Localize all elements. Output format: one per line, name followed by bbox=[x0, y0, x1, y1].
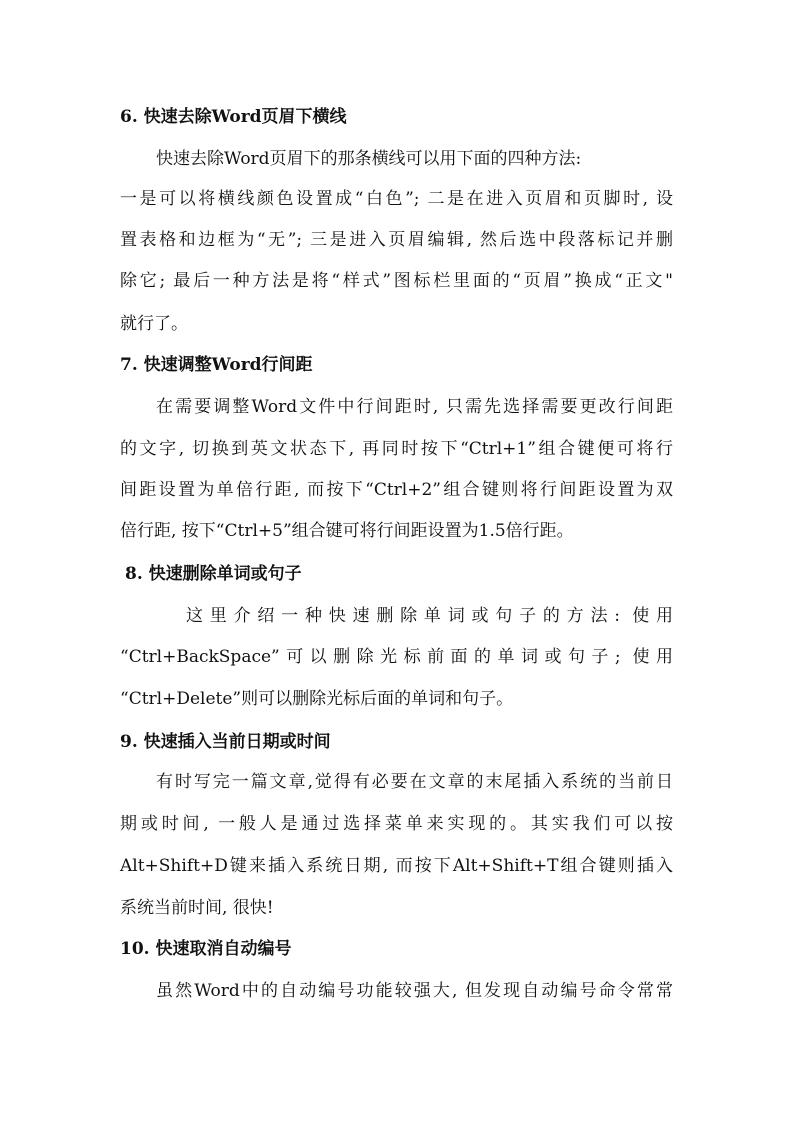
paragraph-line: 就行了。 bbox=[120, 314, 188, 334]
paragraph-line: 一是可以将横线颜色设置成“白色”; 二是在进入页眉和页脚时, 设 bbox=[120, 189, 673, 209]
section-heading-8: 8. 快速删除单词或句子 bbox=[125, 564, 302, 584]
section-heading-9: 9. 快速插入当前日期或时间 bbox=[120, 732, 331, 752]
section-heading-6: 6. 快速去除Word页眉下横线 bbox=[120, 107, 347, 127]
paragraph-line: 有时写完一篇文章,觉得有必要在文章的末尾插入系统的当前日 bbox=[156, 772, 673, 792]
paragraph-line: 间距设置为单倍行距, 而按下“Ctrl+2”组合键则将行间距设置为双 bbox=[120, 480, 673, 500]
section-heading-7: 7. 快速调整Word行间距 bbox=[120, 355, 313, 375]
paragraph-line: “Ctrl+BackSpace”可以删除光标前面的单词或句子; 使用 bbox=[120, 647, 673, 667]
paragraph-line: Alt+Shift+D键来插入系统日期, 而按下Alt+Shift+T组合键则插入 bbox=[120, 856, 673, 876]
paragraph-line: 系统当前时间, 很快! bbox=[120, 898, 274, 918]
paragraph-line: 倍行距, 按下“Ctrl+5”组合键可将行间距设置为1.5倍行距。 bbox=[120, 521, 574, 541]
paragraph-line: 这里介绍一种快速删除单词或句子的方法: 使用 bbox=[186, 606, 673, 626]
section-heading-10: 10. 快速取消自动编号 bbox=[120, 939, 292, 959]
paragraph-line: 期或时间, 一般人是通过选择菜单来实现的。其实我们可以按 bbox=[120, 814, 673, 834]
paragraph-line: 除它; 最后一种方法是将“样式”图标栏里面的“页眉”换成“正文" bbox=[120, 271, 673, 291]
paragraph-line: 虽然Word中的自动编号功能较强大, 但发现自动编号命令常常 bbox=[156, 981, 673, 1001]
paragraph-line: “Ctrl+Delete”则可以删除光标后面的单词和句子。 bbox=[120, 689, 514, 709]
paragraph-line: 的文字, 切换到英文状态下, 再同时按下“Ctrl+1”组合键便可将行 bbox=[120, 439, 673, 459]
paragraph-line: 置表格和边框为“无”; 三是进入页眉编辑, 然后选中段落标记并删 bbox=[120, 230, 673, 250]
paragraph-line: 在需要调整Word文件中行间距时, 只需先选择需要更改行间距 bbox=[156, 397, 673, 417]
paragraph-line: 快速去除Word页眉下的那条横线可以用下面的四种方法: bbox=[156, 149, 582, 169]
